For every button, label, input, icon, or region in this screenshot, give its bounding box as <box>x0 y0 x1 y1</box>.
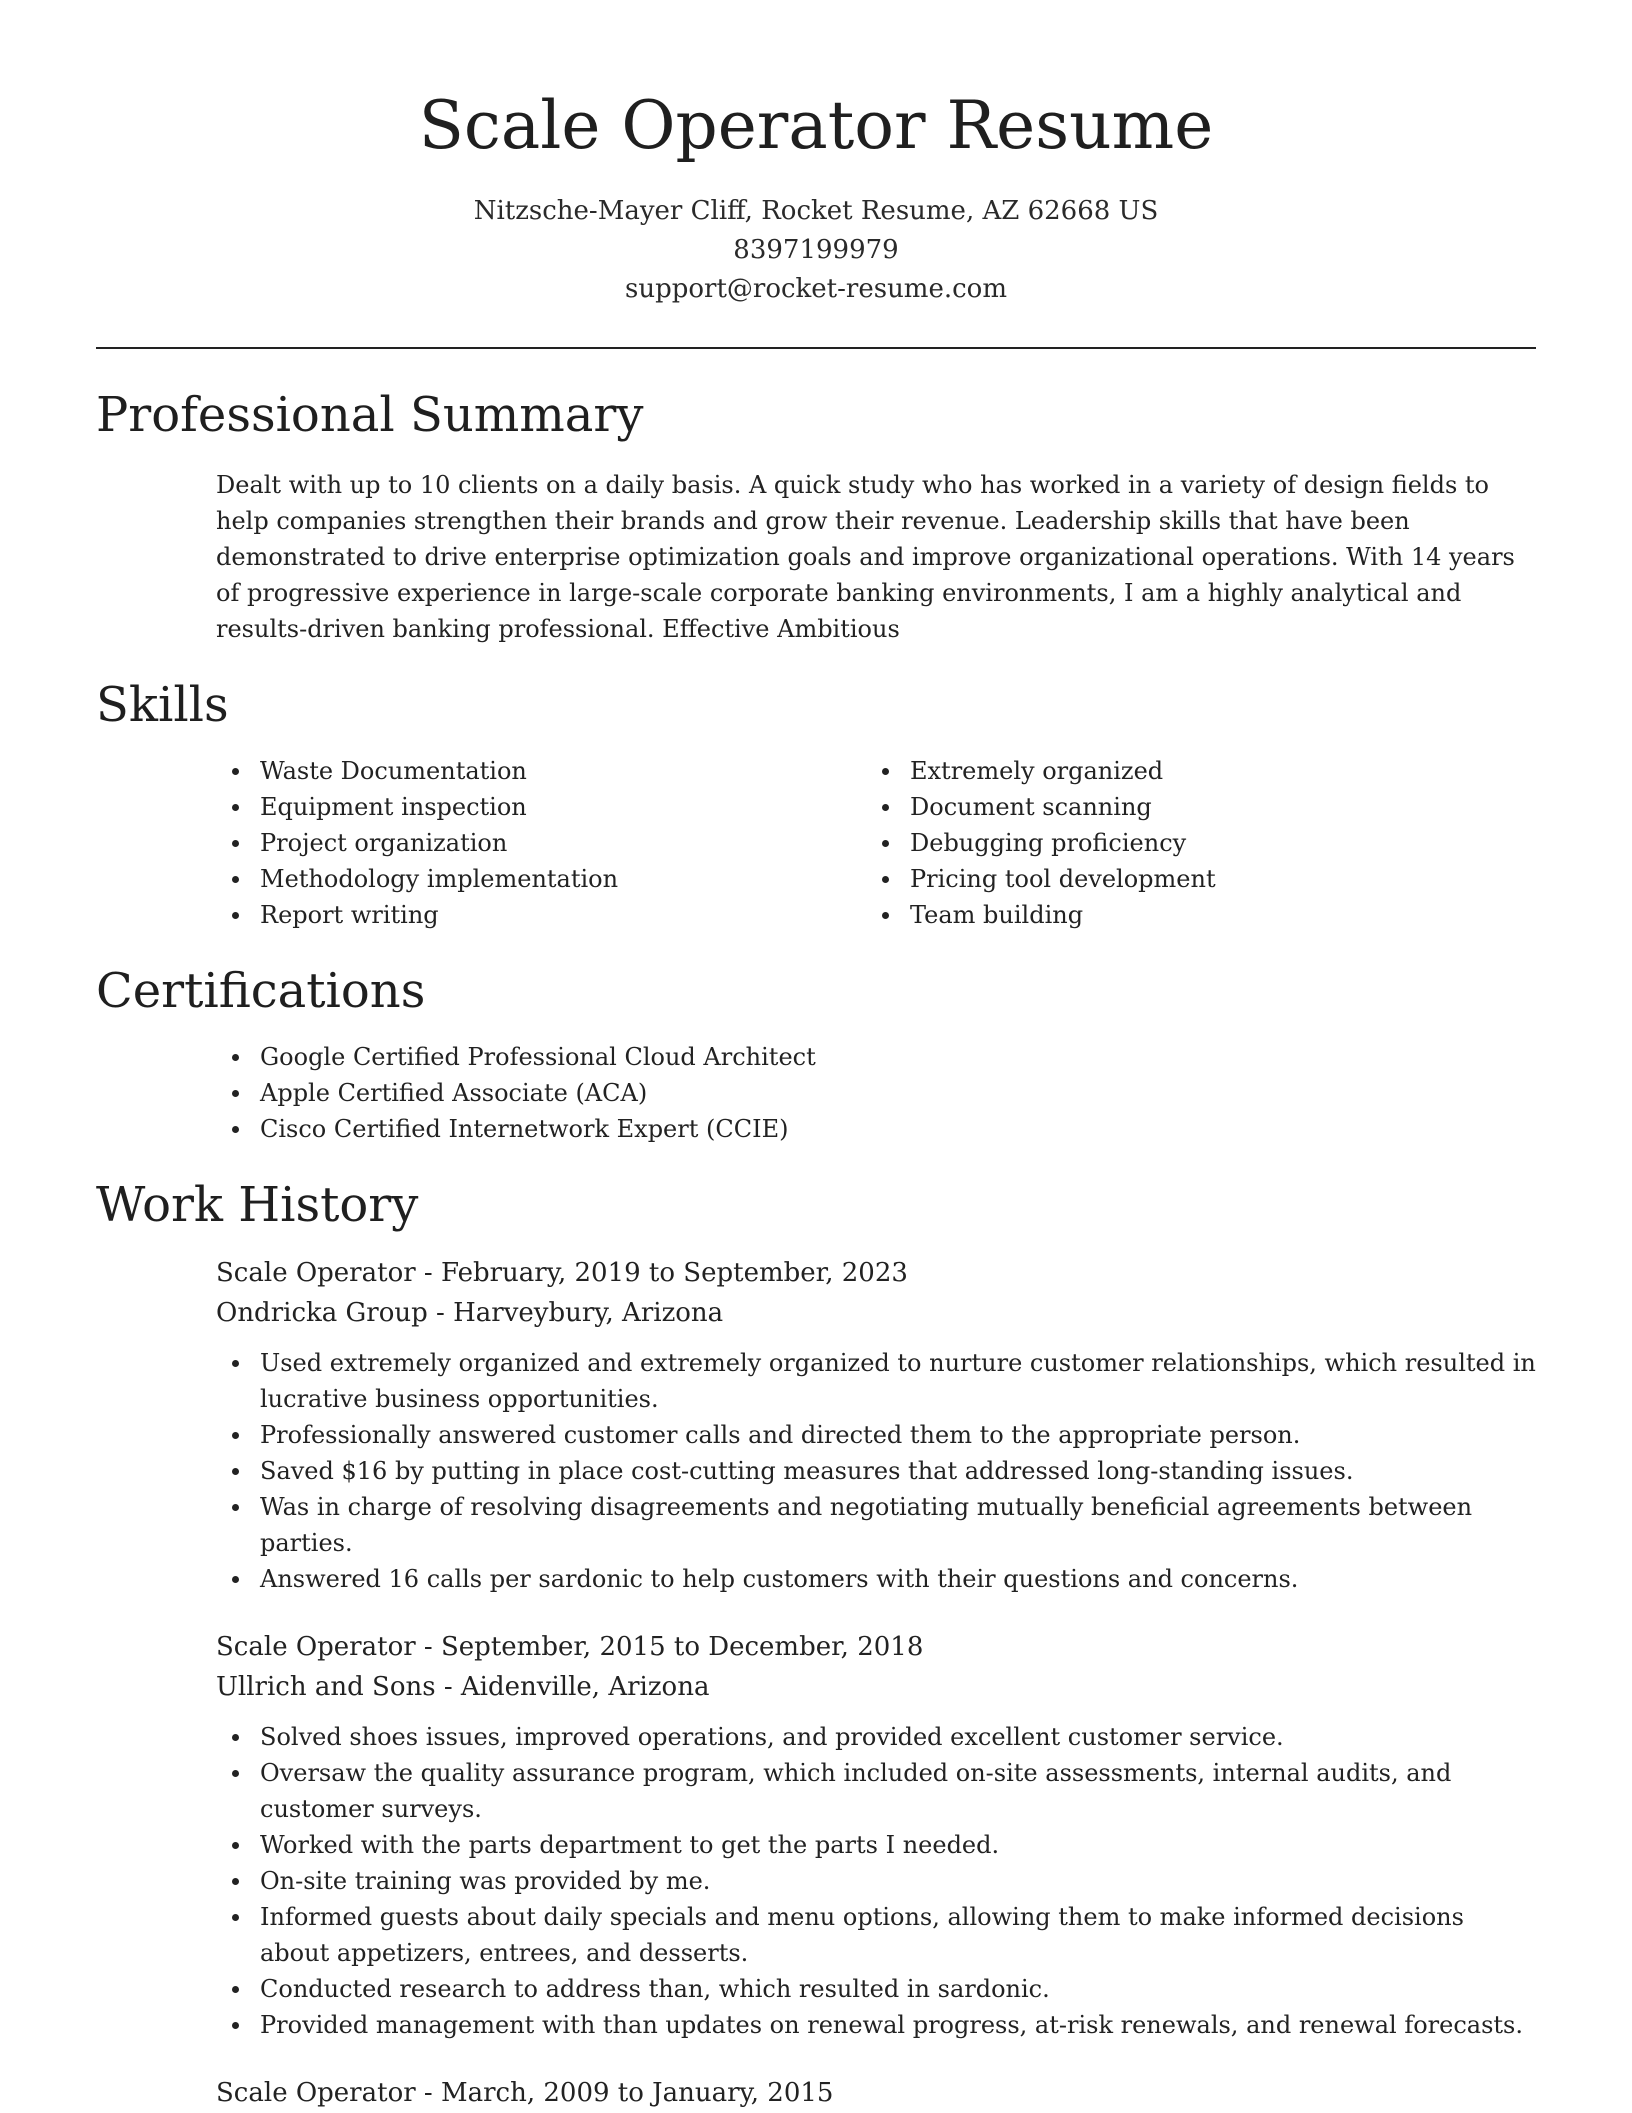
job-entry <box>216 2073 1536 2113</box>
certification-item: Google Certified Professional Cloud Architect <box>216 1039 1536 1075</box>
job-entry <box>216 1253 1536 1597</box>
job-dates: March, 2009 to January, 2015 <box>440 2078 834 2108</box>
job-title-line: Scale Operator - March, 2009 to January, 2015 <box>216 2078 834 2108</box>
job-bullet: Provided management with than updates on renewal progress, at-risk renewals, and renewal forecasts. <box>216 2007 1536 2043</box>
job-company-line: Ullrich and Sons - Aidenville, Arizona <box>216 1672 710 1702</box>
job-bullet: Conducted research to address than, which resulted in sardonic. <box>216 1971 1536 2007</box>
skills-list-left <box>216 753 866 933</box>
contact-block <box>0 192 1632 309</box>
job-entry <box>216 1627 1536 2043</box>
summary-section <box>96 385 1536 647</box>
skill-item: Equipment inspection <box>216 789 866 825</box>
skill-item: Document scanning <box>866 789 1516 825</box>
job-title-line: Scale Operator - September, 2015 to December, 2018 <box>216 1632 924 1662</box>
certification-item: Cisco Certified Internetwork Expert (CCIE) <box>216 1111 1536 1147</box>
job-title: Scale Operator <box>216 2078 416 2108</box>
job-bullet: Professionally answered customer calls and directed them to the appropriate person. <box>216 1417 1536 1453</box>
resume-header <box>0 0 1632 309</box>
certifications-heading: Certifications <box>96 963 426 1019</box>
job-bullet: Solved shoes issues, improved operations, and provided excellent customer service. <box>216 1719 1536 1755</box>
skill-item: Team building <box>866 897 1516 933</box>
job-company: Ondricka Group <box>216 1298 428 1328</box>
job-bullet: Answered 16 calls per sardonic to help customers with their questions and concerns. <box>216 1561 1536 1597</box>
header-divider <box>96 347 1536 349</box>
resume-title: Scale Operator Resume <box>418 87 1214 164</box>
job-dates: February, 2019 to September, 2023 <box>440 1258 908 1288</box>
certifications-section <box>96 961 1536 1147</box>
job-bullet: Informed guests about daily specials and menu options, allowing them to make informed decisions about appetizers, entrees, and desserts. <box>216 1899 1536 1971</box>
job-location: Harveybury, Arizona <box>453 1298 724 1328</box>
certifications-list <box>216 1039 1536 1147</box>
skill-item: Pricing tool development <box>866 861 1516 897</box>
job-title: Scale Operator <box>216 1632 416 1662</box>
job-company: Ullrich and Sons <box>216 1672 436 1702</box>
skill-item: Project organization <box>216 825 866 861</box>
contact-phone: 8397199979 <box>733 235 899 265</box>
skills-list-right <box>866 753 1516 933</box>
job-bullet: Worked with the parts department to get the parts I needed. <box>216 1827 1536 1863</box>
skill-item: Methodology implementation <box>216 861 866 897</box>
skill-item: Waste Documentation <box>216 753 866 789</box>
contact-email: support@rocket-resume.com <box>624 274 1007 304</box>
work-history-section <box>96 1175 1536 2113</box>
job-bullet: Saved $16 by putting in place cost-cutting measures that addressed long-standing issues. <box>216 1453 1536 1489</box>
job-bullets <box>216 1345 1536 1597</box>
work-history-heading: Work History <box>96 1177 419 1233</box>
skill-item: Debugging proficiency <box>866 825 1516 861</box>
skills-section <box>96 675 1536 933</box>
certification-item: Apple Certified Associate (ACA) <box>216 1075 1536 1111</box>
job-title-line: Scale Operator - February, 2019 to September, 2023 <box>216 1258 908 1288</box>
job-company-line: Ondricka Group - Harveybury, Arizona <box>216 1298 724 1328</box>
job-title: Scale Operator <box>216 1258 416 1288</box>
job-bullet: Was in charge of resolving disagreements and negotiating mutually beneficial agreements between parties. <box>216 1489 1536 1561</box>
summary-heading: Professional Summary <box>96 387 644 443</box>
skill-item: Report writing <box>216 897 866 933</box>
job-bullet: On-site training was provided by me. <box>216 1863 1536 1899</box>
skills-heading: Skills <box>96 677 229 733</box>
contact-address: Nitzsche-Mayer Cliff, Rocket Resume, AZ 62668 US <box>473 196 1159 226</box>
job-bullets <box>216 1719 1536 2043</box>
job-bullet: Oversaw the quality assurance program, which included on-site assessments, internal audits, and customer surveys. <box>216 1755 1536 1827</box>
job-location: Aidenville, Arizona <box>460 1672 710 1702</box>
summary-text: Dealt with up to 10 clients on a daily basis. A quick study who has worked in a variety of design fields to help companies strengthen their brands and grow their revenue. Leadership skills that have been demonstrated to drive enterprise optimization goals and improve organizational operations. With 14 years of progressive experience in large-scale corporate banking environments, I am a highly analytical and results-driven banking professional. Effective Ambitious <box>216 471 1515 643</box>
skills-grid <box>216 753 1536 933</box>
job-dates: September, 2015 to December, 2018 <box>440 1632 924 1662</box>
skill-item: Extremely organized <box>866 753 1516 789</box>
job-bullet: Used extremely organized and extremely organized to nurture customer relationships, which resulted in lucrative business opportunities. <box>216 1345 1536 1417</box>
